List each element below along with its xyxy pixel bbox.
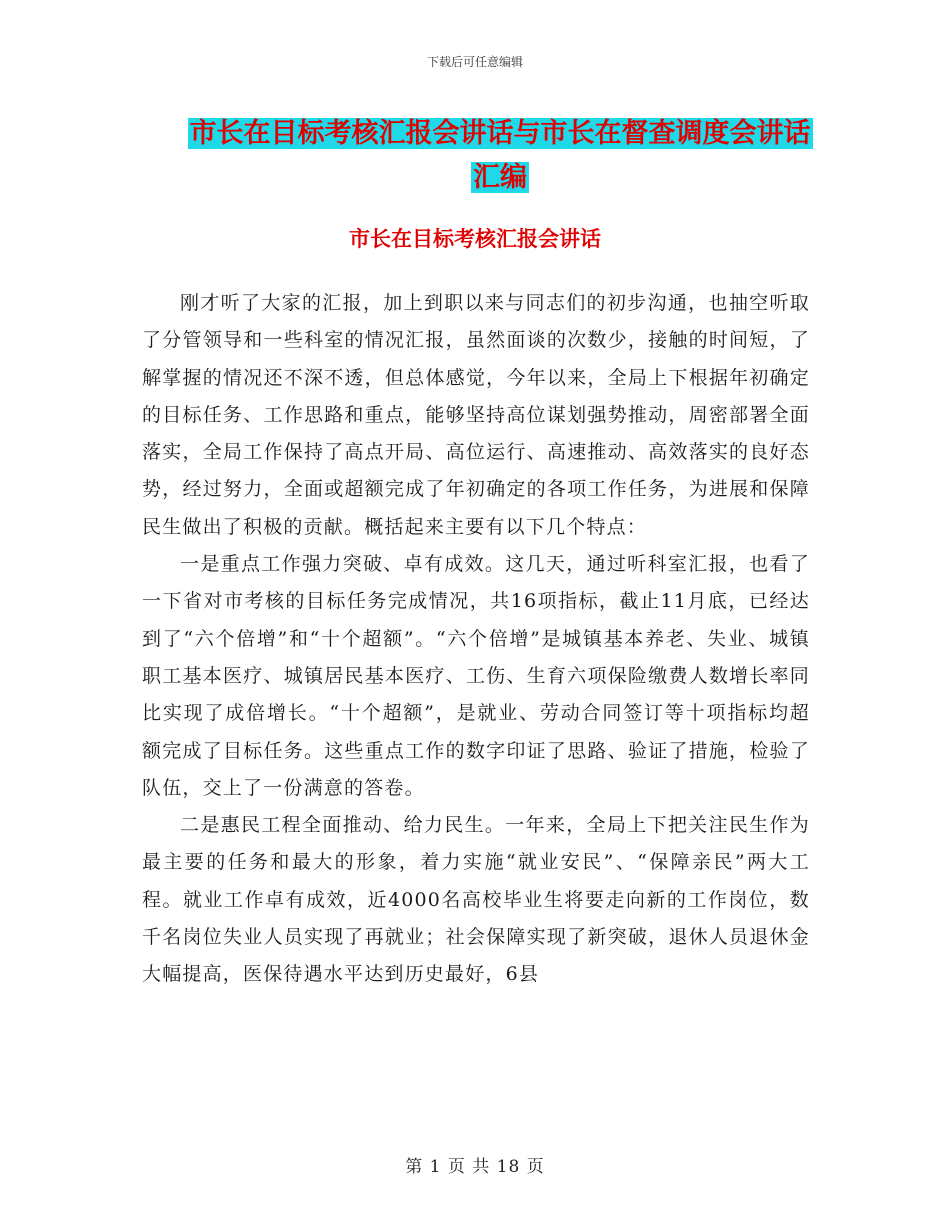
paragraph: 刚才听了大家的汇报，加上到职以来与同志们的初步沟通，也抽空听取了分管领导和一些科室的情况汇报，虽然面谈的次数少，接触的时间短，了解掌握的情况还不深不透，但总体感觉，今年以来，全局上下根据年初确定的目标任务、工作思路和重点，能够坚持高位谋划强势推动，周密部署全面落实，全局工作保持了高点开局、高位运行、高速推动、高效落实的良好态势，经过努力，全面或超额完成了年初确定的各项工作任务，为进展和保障民生做出了积极的贡献。概括起来主要有以下几个特点： [142,292,810,538]
section-title: 市长在目标考核汇报会讲话 [349,227,601,251]
title-line-1: 市长在目标考核汇报会讲话与市长在督查调度会讲话 [189,118,811,149]
page-number-footer: 第 1 页 共 18 页 [405,1157,545,1177]
header-note: 下载后可任意编辑 [426,55,523,69]
paragraph: 一是重点工作强力突破、卓有成效。这几天，通过听科室汇报，也看了一下省对市考核的目标任务完成情况，共16项指标，截止11月底，已经达到了“六个倍增”和“十个超额”。“六个倍增”是城镇基本养老、失业、城镇职工基本医疗、城镇居民基本医疗、工伤、生育六项保险缴费人数增长率同比实现了成倍增长。“十个超额”，是就业、劳动合同签订等十项指标均超额完成了目标任务。这些重点工作的数字印证了思路、验证了措施，检验了队伍，交上了一份满意的答卷。 [142,553,810,799]
title-line-2: 汇编 [473,162,527,193]
paragraph: 二是惠民工程全面推动、给力民生。一年来，全局上下把关注民生作为最主要的任务和最大的形象，着力实施“就业安民”、“保障亲民”两大工程。就业工作卓有成效，近4000名高校毕业生将要走向新的工作岗位，数千名岗位失业人员实现了再就业；社会保障实现了新突破，退休人员退休金大幅提高，医保待遇水平达到历史最好，6县 [142,814,810,986]
document-title [140,112,860,200]
body-text [142,285,810,994]
